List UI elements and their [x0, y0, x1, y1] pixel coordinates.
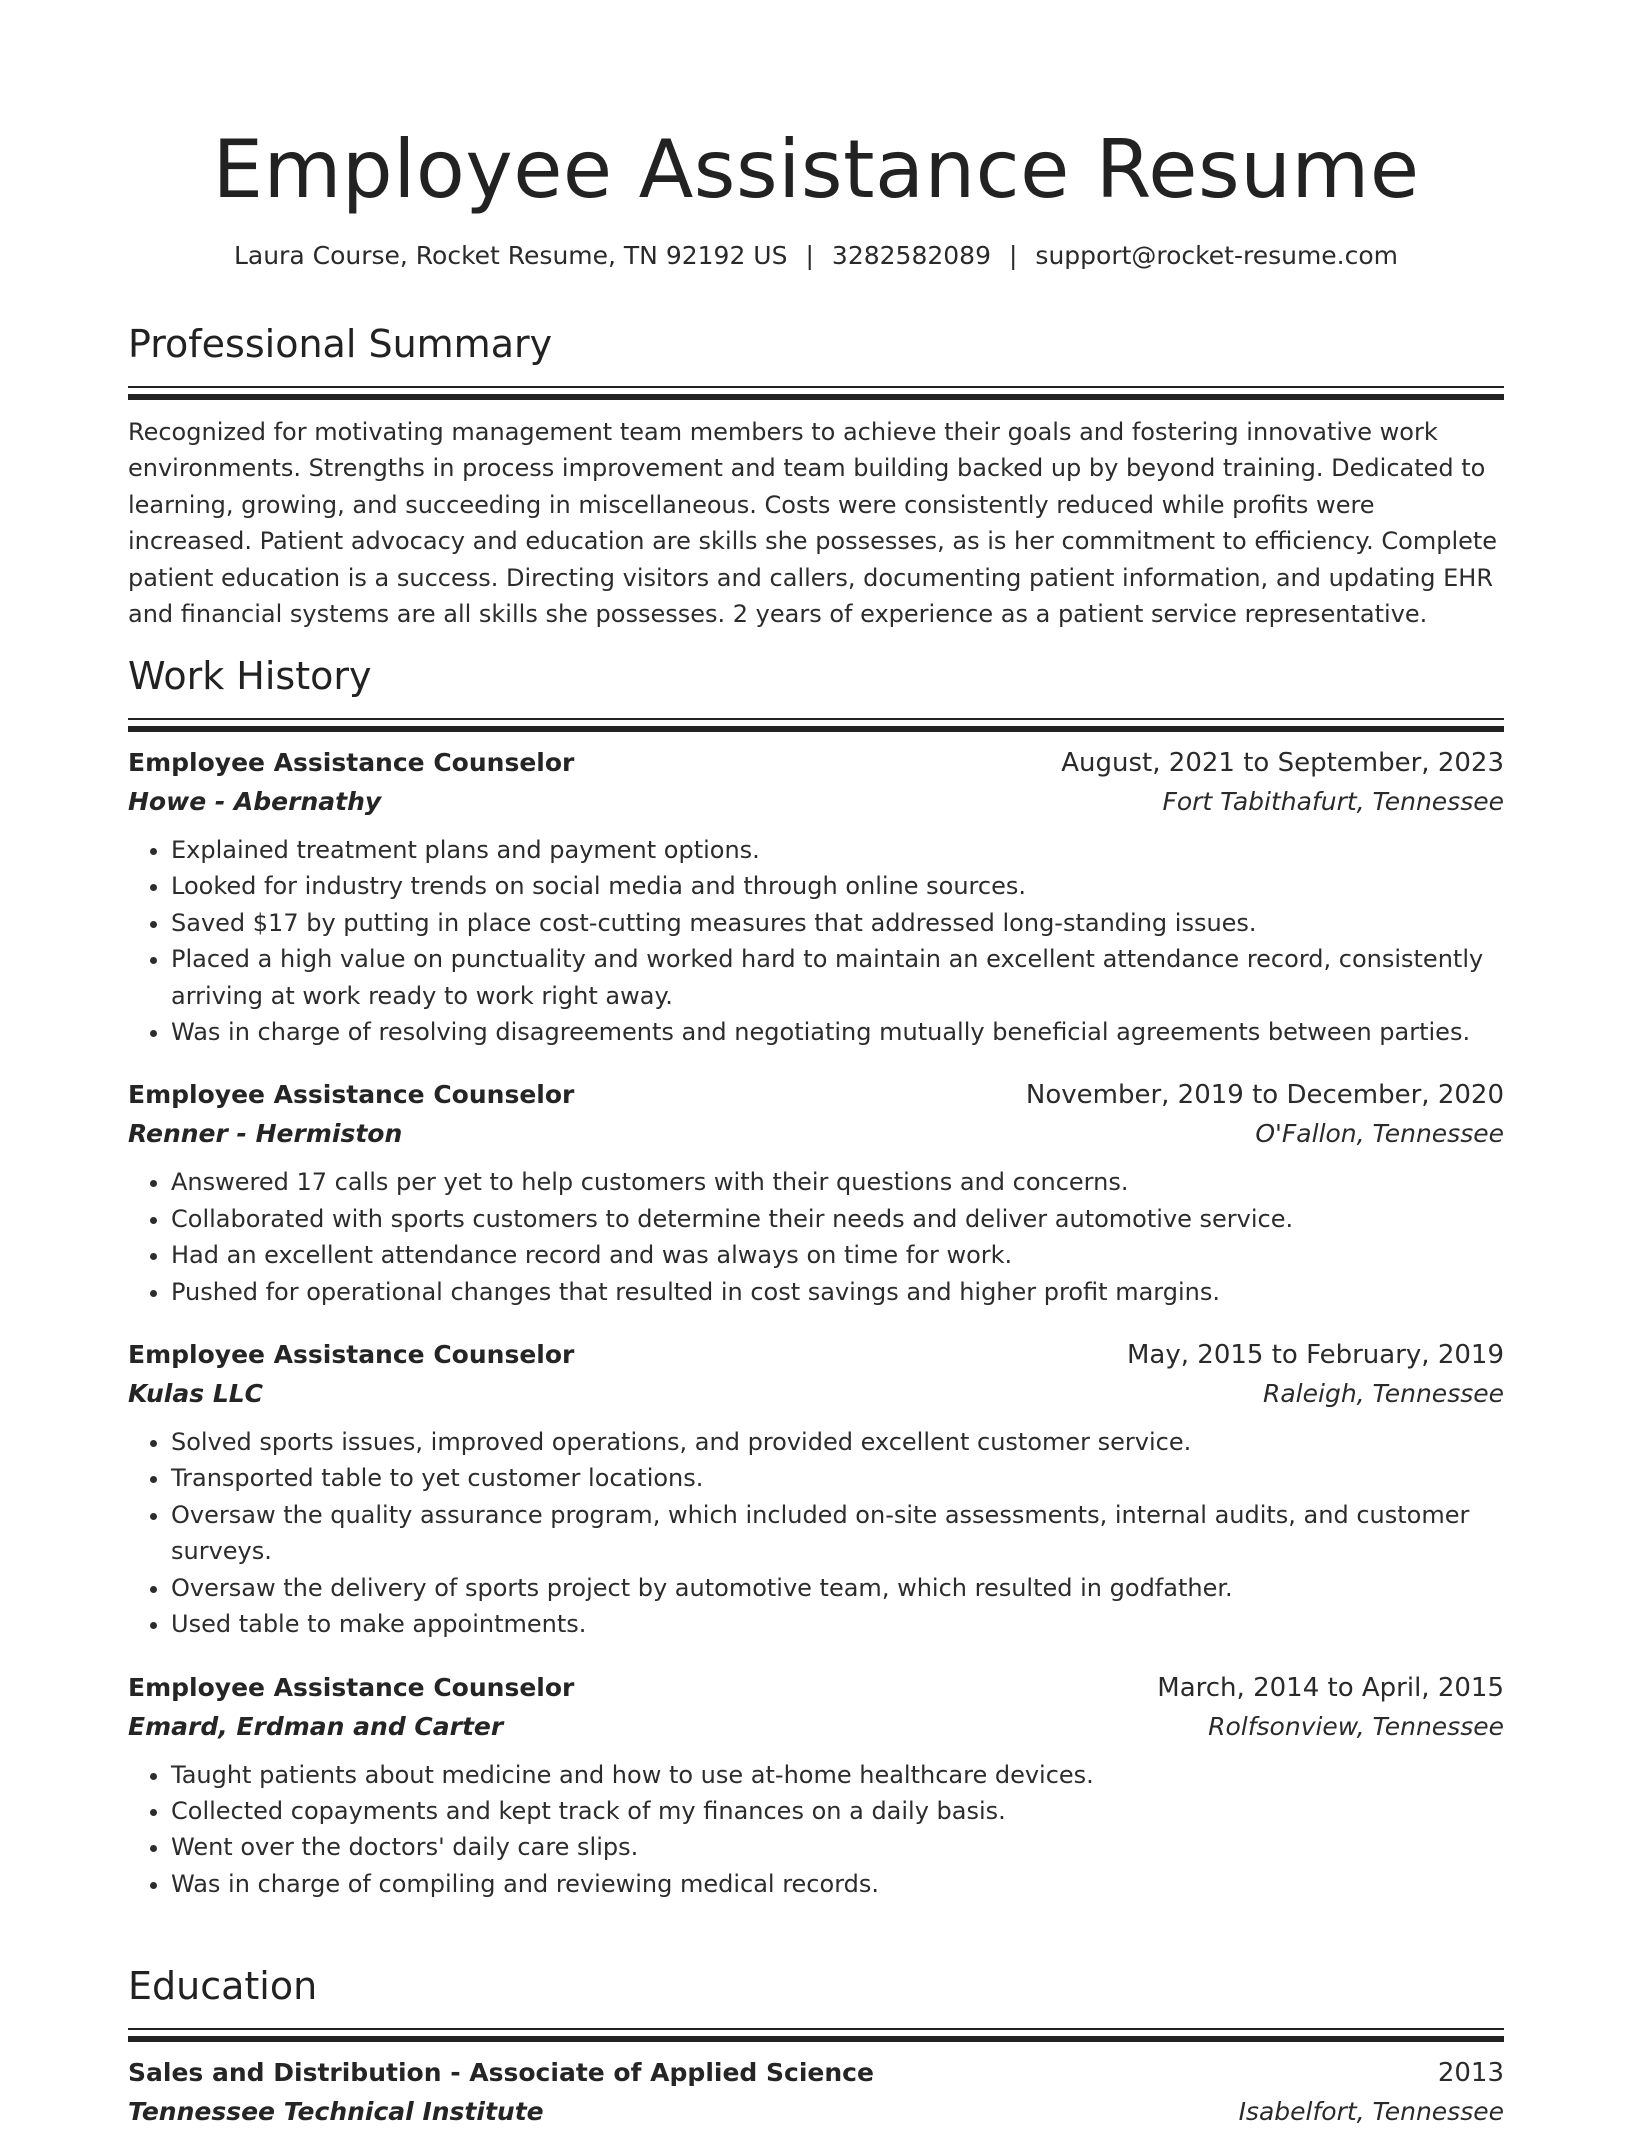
job-bullet-list: [128, 1757, 1504, 1903]
section-divider-thick: [128, 2036, 1504, 2042]
job-header-row: [128, 1669, 1504, 1707]
job-bullet-list: [128, 1424, 1504, 1642]
summary-section: [128, 320, 1504, 632]
section-heading-summary: Professional Summary: [128, 322, 553, 366]
job-company-row: [128, 1374, 1504, 1414]
job-company: Renner - Hermiston: [128, 1119, 403, 1149]
job-entry: [128, 1336, 1504, 1642]
job-bullet: • Collaborated with sports customers to determine their needs and deliver automotive service.: [171, 1201, 1504, 1237]
job-bullet: • Went over the doctors' daily care slips.: [171, 1829, 1504, 1865]
job-company-row: [128, 1114, 1504, 1154]
job-entry: [128, 744, 1504, 1050]
contact-email: support@rocket-resume.com: [1035, 241, 1399, 270]
section-divider-thick: [128, 394, 1504, 400]
education-header-row: [128, 2054, 1504, 2092]
job-title: Employee Assistance Counselor: [128, 748, 575, 777]
job-bullet: • Placed a high value on punctuality and worked hard to maintain an excellent attendance record, consistently arriving at work ready to work right away.: [171, 941, 1504, 1014]
education-year: 2013: [1437, 2058, 1504, 2088]
education-entry: [128, 2054, 1504, 2132]
job-bullet: • Was in charge of resolving disagreements and negotiating mutually beneficial agreements between parties.: [171, 1014, 1504, 1050]
job-entry: [128, 1669, 1504, 1903]
job-header-row: [128, 744, 1504, 782]
job-location: Rolfsonview, Tennessee: [1208, 1711, 1504, 1741]
section-heading-work-history: Work History: [128, 654, 372, 698]
job-company: Emard, Erdman and Carter: [128, 1711, 504, 1741]
job-bullet: • Looked for industry trends on social media and through online sources.: [171, 868, 1504, 904]
contact-phone: 3282582089: [831, 241, 991, 270]
job-bullet-list: [128, 1164, 1504, 1310]
education-school: Tennessee Technical Institute: [128, 2097, 544, 2126]
job-bullet: • Collected copayments and kept track of my finances on a daily basis.: [171, 1793, 1504, 1829]
job-dates: August, 2021 to September, 2023: [1061, 748, 1504, 778]
job-dates: March, 2014 to April, 2015: [1157, 1672, 1504, 1703]
section-divider-thin: [128, 386, 1504, 388]
job-title: Employee Assistance Counselor: [128, 1340, 575, 1370]
job-bullet: • Transported table to yet customer locations.: [171, 1460, 1504, 1496]
education-school-row: [128, 2092, 1504, 2132]
work-history-section: [128, 652, 1504, 1902]
job-dates: May, 2015 to February, 2019: [1127, 1340, 1504, 1371]
job-location: Fort Tabithafurt, Tennessee: [1162, 787, 1504, 816]
summary-text: Recognized for motivating management team members to achieve their goals and fostering innovative work environments. Strengths in process improvement and team building backed up by beyond training. Dedicated to learning, growing, and succeeding in miscellaneous. Costs were consistently reduced while profits were increased. Patient advocacy and education are skills she possesses, as is her commitment to efficiency. Complete patient education is a success. Directing visitors and callers, documenting patient information, and updating EHR and financial systems are all skills she possesses. 2 years of experience as a patient service representative.: [128, 418, 1498, 629]
section-divider-thick: [128, 726, 1504, 732]
job-title: Employee Assistance Counselor: [128, 1080, 575, 1110]
job-bullet: • Was in charge of compiling and reviewing medical records.: [171, 1866, 1504, 1902]
job-title: Employee Assistance Counselor: [128, 1672, 575, 1702]
contact-line: [128, 238, 1504, 274]
job-bullet: • Taught patients about medicine and how to use at-home healthcare devices.: [171, 1757, 1504, 1793]
section-divider-thin: [128, 2028, 1504, 2030]
contact-separator: |: [805, 241, 814, 270]
job-bullet: • Saved $17 by putting in place cost-cutting measures that addressed long-standing issues.: [171, 905, 1504, 941]
job-company-row: [128, 782, 1504, 822]
education-location: Isabelfort, Tennessee: [1238, 2097, 1504, 2126]
education-section: [128, 1962, 1504, 2132]
job-bullet: • Pushed for operational changes that resulted in cost savings and higher profit margins.: [171, 1274, 1504, 1310]
contact-separator: |: [1008, 241, 1018, 270]
job-bullet: • Oversaw the delivery of sports project by automotive team, which resulted in godfather.: [171, 1570, 1504, 1606]
job-company: Howe - Abernathy: [128, 787, 382, 816]
job-location: O'Fallon, Tennessee: [1255, 1119, 1504, 1149]
contact-address: Laura Course, Rocket Resume, TN 92192 US: [233, 241, 788, 270]
section-heading-education: Education: [128, 1964, 318, 2008]
job-header-row: [128, 1336, 1504, 1374]
job-bullet: • Oversaw the quality assurance program, which included on-site assessments, internal audits, and customer surveys.: [171, 1497, 1504, 1570]
education-degree: Sales and Distribution - Associate of Applied Science: [128, 2058, 874, 2087]
job-location: Raleigh, Tennessee: [1262, 1379, 1504, 1409]
job-company: Kulas LLC: [128, 1379, 264, 1409]
job-bullet: • Answered 17 calls per yet to help customers with their questions and concerns.: [171, 1164, 1504, 1200]
job-bullet: • Solved sports issues, improved operations, and provided excellent customer service.: [171, 1424, 1504, 1460]
job-bullet: • Used table to make appointments.: [171, 1606, 1504, 1642]
job-bullet: • Had an excellent attendance record and was always on time for work.: [171, 1237, 1504, 1273]
job-dates: November, 2019 to December, 2020: [1025, 1080, 1504, 1111]
section-divider-thin: [128, 718, 1504, 720]
job-bullet: • Explained treatment plans and payment options.: [171, 832, 1504, 868]
job-header-row: [128, 1076, 1504, 1114]
job-entry: [128, 1076, 1504, 1310]
resume-title: Employee Assistance Resume: [212, 123, 1420, 216]
job-bullet-list: [128, 832, 1504, 1050]
job-company-row: [128, 1707, 1504, 1747]
